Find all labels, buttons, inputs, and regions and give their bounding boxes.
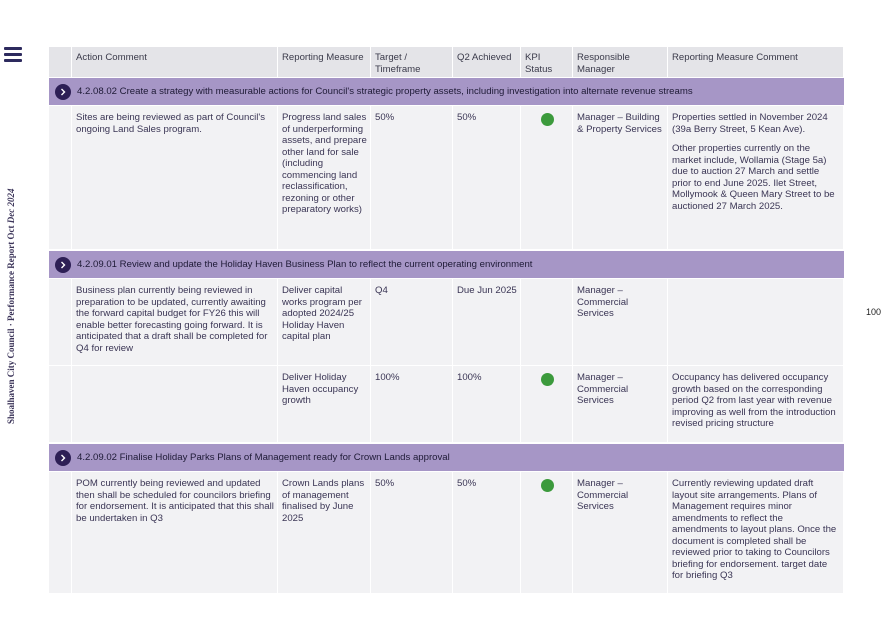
q2-achieved: 100% <box>453 366 521 442</box>
table-row <box>49 366 844 443</box>
measure-comment: Occupancy has delivered occupancy growth based on the corresponding period Q2 from last year with revenue improving as well from the introduction revised pricing structure <box>668 366 844 442</box>
chevron-right-icon[interactable] <box>55 450 71 466</box>
section-title: 4.2.09.02 Finalise Holiday Parks Plans of Management ready for Crown Lands approval <box>77 452 450 463</box>
reporting-measure: Deliver Holiday Haven occupancy growth <box>278 366 371 442</box>
target: 50% <box>371 106 453 249</box>
measure-comment <box>668 279 844 365</box>
side-title: Shoalhaven City Council · Performance Report Oct Dec 2024 <box>6 188 16 424</box>
responsible-manager: Manager – Building & Property Services <box>573 106 668 249</box>
section-title: 4.2.09.01 Review and update the Holiday Haven Business Plan to reflect the current operating environment <box>77 259 533 270</box>
row-spacer <box>49 366 72 442</box>
section-row[interactable] <box>49 250 844 279</box>
responsible-manager: Manager – Commercial Services <box>573 279 668 365</box>
measure-comment-p1: Properties settled in November 2024 (39a Berry Street, 5 Kean Ave). <box>672 112 828 135</box>
kpi-status <box>521 279 573 365</box>
action-comment: Sites are being reviewed as part of Council's ongoing Land Sales program. <box>72 106 278 249</box>
action-comment: Business plan currently being reviewed in preparation to be updated, currently awaiting the forward capital budget for FY26 this will enable better forecasting going forward. It is anticipated that a draft shall be completed for Q4 for review <box>72 279 278 365</box>
reporting-measure: Deliver capital works program per adopted 2024/25 Holiday Haven capital plan <box>278 279 371 365</box>
responsible-manager: Manager – Commercial Services <box>573 472 668 593</box>
page-number: 100 <box>866 307 882 317</box>
header-measure-comment: Reporting Measure Comment <box>668 47 844 77</box>
section-row[interactable] <box>49 77 844 106</box>
target: Q4 <box>371 279 453 365</box>
kpi-green-dot-icon <box>541 373 554 386</box>
q2-achieved: 50% <box>453 472 521 593</box>
target: 100% <box>371 366 453 442</box>
chevron-right-icon[interactable] <box>55 257 71 273</box>
kpi-status <box>521 472 573 593</box>
measure-comment: Currently reviewing updated draft layout site arrangements. Plans of Management requires minor amendments to reflect the amendments to layout plans. Once the document is completed shall be reviewed prior to taking to Councilors briefing for endorsement. target date for briefing Q3 <box>668 472 844 593</box>
responsible-manager: Manager – Commercial Services <box>573 366 668 442</box>
table-header <box>49 47 844 77</box>
section-row[interactable] <box>49 443 844 472</box>
action-comment <box>72 366 278 442</box>
reporting-measure: Crown Lands plans of management finalised by June 2025 <box>278 472 371 593</box>
q2-achieved: Due Jun 2025 <box>453 279 521 365</box>
performance-table <box>49 47 844 594</box>
table-row <box>49 472 844 594</box>
target: 50% <box>371 472 453 593</box>
header-q2-achieved: Q2 Achieved <box>453 47 521 77</box>
measure-comment-p2: Other properties currently on the market include, Wollamia (Stage 5a) due to auction 27 March and settle prior to end June 2025. Ilet Street, Mollymook & Queen Mary Street to be auctioned 27 March 2025. <box>672 143 835 212</box>
reporting-measure: Progress land sales of underperforming assets, and prepare other land for sale (including commencing land reclassification, rezoning or other preparatory works) <box>278 106 371 249</box>
header-action-comment: Action Comment <box>72 47 278 77</box>
header-reporting-measure: Reporting Measure <box>278 47 371 77</box>
row-spacer <box>49 472 72 593</box>
kpi-green-dot-icon <box>541 479 554 492</box>
chevron-right-icon[interactable] <box>55 84 71 100</box>
row-spacer <box>49 106 72 249</box>
header-kpi-status: KPI Status <box>521 47 573 77</box>
kpi-status <box>521 106 573 249</box>
measure-comment <box>668 106 844 249</box>
section-title: 4.2.08.02 Create a strategy with measurable actions for Council's strategic property assets, including investigation into alternate revenue streams <box>77 86 693 97</box>
kpi-green-dot-icon <box>541 113 554 126</box>
kpi-status <box>521 366 573 442</box>
table-row <box>49 106 844 250</box>
header-spacer <box>49 47 72 77</box>
header-responsible-manager: Responsible Manager <box>573 47 668 77</box>
q2-achieved: 50% <box>453 106 521 249</box>
row-spacer <box>49 279 72 365</box>
table-row <box>49 279 844 366</box>
action-comment: POM currently being reviewed and updated then shall be scheduled for councilors briefing for endorsement. It is anticipated that this shall be undertaken in Q3 <box>72 472 278 593</box>
header-target: Target / Timeframe <box>371 47 453 77</box>
menu-icon[interactable] <box>4 47 22 63</box>
